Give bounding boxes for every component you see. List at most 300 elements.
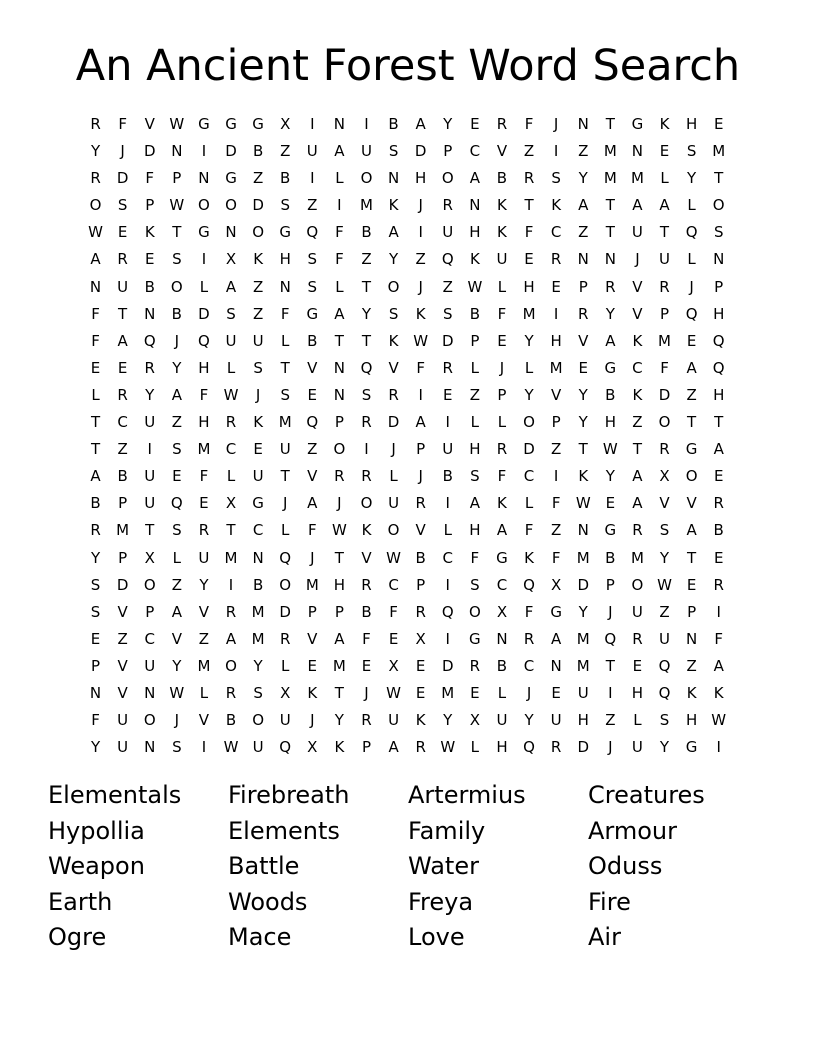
grid-letter: S [280,385,290,404]
grid-letter: R [334,467,345,486]
grid-letter: Q [604,629,617,648]
grid-letter: F [714,629,724,648]
grid-letter: U [631,738,643,757]
grid-letter: G [685,440,698,459]
grid-letter: F [145,169,155,188]
grid-letter: O [143,711,156,730]
word-bank-item: Ogre [48,923,107,951]
grid-letter: T [524,196,534,215]
grid-letter: J [553,115,559,133]
grid-letter: I [608,683,613,702]
grid-letter: L [281,521,290,540]
word-bank-column [408,778,588,956]
grid-letter: E [686,575,697,594]
word-bank-item: Woods [228,887,308,916]
grid-letter: M [522,304,536,323]
grid-letter: O [360,169,373,188]
grid-letter: T [172,223,182,242]
grid-letter: R [198,521,210,540]
grid-letter: K [253,413,264,432]
grid-letter: Y [90,738,101,757]
grid-row [82,490,742,517]
grid-letter: A [225,277,237,296]
grid-letter: E [713,548,724,567]
grid-row [82,436,742,463]
grid-letter: P [497,385,507,404]
grid-letter: G [496,548,508,567]
grid-letter: P [145,196,155,215]
grid-letter: T [118,304,128,323]
grid-letter: P [361,738,371,757]
grid-letter: U [252,467,264,486]
grid-letter: K [659,115,670,133]
grid-letter: T [280,358,290,377]
word-bank-item: Air [588,923,621,951]
grid-letter: I [553,142,559,161]
grid-letter: G [685,738,698,757]
grid-letter: F [199,385,209,404]
grid-letter: E [415,683,426,702]
grid-letter: E [497,331,507,350]
grid-letter: O [252,711,265,730]
grid-letter: H [550,331,562,350]
grid-letter: F [470,548,480,567]
grid-letter: L [91,385,100,404]
grid-letter: B [361,223,372,242]
grid-letter: D [414,142,427,161]
grid-letter: A [686,358,697,377]
grid-letter: O [170,277,183,296]
grid-letter: Z [632,413,643,432]
grid-row [82,274,742,301]
grid-letter: R [496,115,508,133]
grid-letter: B [252,575,264,594]
word-bank-item: Family [408,816,486,845]
grid-letter: E [659,142,670,161]
grid-letter: L [172,548,181,567]
grid-letter: E [551,683,561,702]
word-bank-item: Creatures [588,781,705,809]
grid-letter: E [253,440,263,459]
grid-letter: F [118,115,127,133]
grid-letter: J [310,711,315,730]
grid-letter: E [470,683,480,702]
grid-letter: R [659,440,670,459]
grid-letter: C [144,629,155,648]
grid-letter: D [116,169,129,188]
grid-letter: P [334,602,344,621]
grid-letter: J [174,331,180,350]
grid-letter: R [523,629,535,648]
grid-letter: F [416,358,425,377]
grid-letter: T [361,331,372,350]
grid-letter: M [441,683,455,702]
grid-letter: S [659,711,670,730]
grid-letter: F [524,602,534,621]
grid-letter: T [226,521,236,540]
grid-row [82,463,742,490]
grid-letter: K [307,683,318,702]
grid-letter: J [418,277,423,296]
grid-letter: S [253,683,263,702]
grid-letter: V [388,358,399,377]
grid-letter: U [144,656,156,675]
grid-letter: Q [658,656,671,675]
grid-letter: O [225,656,237,675]
grid-letter: J [608,738,613,757]
grid-letter: F [91,711,100,730]
grid-letter: M [251,629,265,648]
grid-letter: R [713,494,724,513]
grid-letter: R [632,629,643,648]
grid-letter: R [415,602,426,621]
grid-letter: D [225,142,237,161]
word-bank-item: Love [408,923,465,951]
grid-letter: W [386,548,401,567]
grid-letter: B [469,304,480,323]
grid-letter: O [441,169,454,188]
grid-letter: R [90,169,101,188]
grid-letter: S [90,602,101,621]
grid-letter: A [496,521,508,540]
grid-letter: Q [306,223,319,242]
grid-row [82,138,742,165]
grid-letter: P [334,413,344,432]
grid-letter: D [658,385,671,404]
grid-letter: Y [443,115,453,133]
grid-letter: C [550,223,562,242]
grid-letter: N [333,385,345,404]
grid-letter: J [282,494,288,513]
grid-letter: H [604,413,616,432]
grid-row [82,165,742,192]
grid-letter: E [172,467,182,486]
grid-letter: T [714,413,724,432]
grid-letter: G [198,115,210,133]
grid-letter: Z [280,142,291,161]
grid-letter: Y [605,467,615,486]
grid-letter: S [280,196,290,215]
grid-letter: R [605,277,616,296]
grid-letter: B [496,656,508,675]
grid-letter: U [144,467,156,486]
grid-letter: W [440,738,456,757]
grid-letter: D [116,575,129,594]
grid-letter: Z [469,385,480,404]
grid-letter: T [605,115,615,133]
grid-letter: T [280,467,290,486]
grid-letter: H [496,738,508,757]
grid-letter: O [712,196,725,215]
page-title: An Ancient Forest Word Search [75,41,741,91]
grid-row [82,192,742,219]
grid-letter: V [307,629,318,648]
grid-letter: Y [199,575,209,594]
grid-letter: O [685,467,698,486]
grid-letter: P [91,656,101,675]
grid-letter: U [117,711,129,730]
grid-letter: S [90,575,101,594]
grid-letter: R [469,656,481,675]
grid-letter: R [442,358,453,377]
grid-letter: E [144,250,155,269]
word-bank-item: Battle [228,852,300,880]
grid-letter: J [174,711,180,730]
grid-letter: L [687,250,696,269]
grid-letter: Y [524,711,534,730]
grid-letter: U [388,711,400,730]
word-bank-item: Oduss [588,852,663,880]
grid-letter: U [252,738,264,757]
grid-letter: U [659,250,670,269]
grid-letter: V [686,494,697,513]
grid-letter: L [281,331,290,350]
grid-letter: L [226,358,236,377]
grid-letter: I [147,440,152,459]
word-bank-item: Earth [48,887,113,916]
grid-letter: E [578,358,588,377]
grid-letter: Q [685,304,698,323]
grid-letter: M [278,413,292,432]
grid-letter: Z [578,223,589,242]
grid-letter: A [388,738,399,757]
grid-letter: U [117,738,129,757]
grid-letter: Y [578,602,588,621]
grid-letter: H [685,711,698,730]
word-bank-column [228,778,408,956]
grid-letter: T [687,413,697,432]
grid-letter: V [117,683,128,702]
grid-letter: P [416,440,426,459]
grid-letter: I [201,142,207,161]
grid-letter: W [169,683,185,702]
grid-letter: A [713,656,724,675]
grid-row [82,707,742,734]
grid-letter: Z [361,250,372,269]
grid-letter: Y [659,738,670,757]
grid-letter: A [171,385,182,404]
grid-letter: S [172,250,182,269]
grid-letter: L [199,277,209,296]
grid-letter: F [280,304,290,323]
grid-letter: D [198,304,210,323]
grid-letter: N [144,683,156,702]
grid-letter: S [307,250,318,269]
grid-letter: O [523,413,535,432]
grid-letter: K [632,331,643,350]
grid-letter: Q [170,494,183,513]
grid-letter: M [603,142,617,161]
grid-letter: Y [524,385,534,404]
grid-letter: X [144,548,155,567]
grid-letter: N [577,521,589,540]
grid-letter: C [523,467,535,486]
grid-letter: R [225,413,237,432]
grid-letter: A [551,629,562,648]
grid-letter: A [334,629,345,648]
grid-letter: A [713,440,724,459]
grid-letter: I [445,575,450,594]
grid-letter: O [252,223,265,242]
grid-letter: B [252,142,264,161]
grid-letter: E [470,115,480,133]
grid-letter: V [578,331,589,350]
grid-letter: L [335,277,344,296]
grid-letter: Y [524,331,534,350]
grid-letter: D [441,331,454,350]
grid-letter: R [225,602,237,621]
grid-letter: Z [171,575,182,594]
grid-letter: Q [143,331,156,350]
grid-letter: I [364,115,369,133]
grid-letter: I [445,413,450,432]
word-bank-item: Mace [228,923,292,951]
grid-letter: S [659,521,670,540]
grid-letter: S [388,142,399,161]
grid-letter: R [279,629,291,648]
grid-letter: A [578,196,589,215]
grid-letter: P [172,169,182,188]
grid-letter: K [578,467,589,486]
grid-letter: B [307,331,318,350]
grid-letter: I [228,575,234,594]
grid-letter: W [223,738,239,757]
grid-row [82,653,742,680]
grid-letter: A [415,413,426,432]
grid-letter: V [144,115,155,133]
grid-letter: R [415,738,426,757]
grid-letter: A [469,169,480,188]
grid-letter: Y [659,548,670,567]
grid-letter: R [361,711,372,730]
grid-letter: R [361,575,372,594]
word-bank-item: Fire [588,887,631,916]
grid-row [82,111,742,138]
grid-letter: U [388,494,400,513]
grid-letter: T [334,548,344,567]
grid-letter: K [686,683,697,702]
grid-letter: L [470,738,480,757]
grid-letter: L [497,277,507,296]
grid-letter: H [415,169,427,188]
grid-letter: T [578,440,588,459]
grid-letter: J [255,385,261,404]
grid-letter: P [443,142,453,161]
grid-letter: N [171,142,183,161]
grid-letter: E [713,115,724,133]
grid-letter: N [198,169,210,188]
grid-letter: O [225,196,237,215]
grid-letter: N [279,277,291,296]
grid-letter: I [418,385,423,404]
grid-letter: M [630,169,644,188]
grid-letter: W [602,440,618,459]
grid-letter: I [310,169,315,188]
grid-letter: S [470,575,480,594]
grid-letter: C [496,575,508,594]
grid-letter: G [604,521,617,540]
grid-letter: Z [523,142,535,161]
grid-letter: E [524,250,534,269]
grid-letter: M [576,629,590,648]
grid-letter: P [687,602,697,621]
grid-letter: T [334,683,344,702]
grid-letter: R [496,440,508,459]
grid-letter: B [713,521,724,540]
grid-row [82,572,742,599]
grid-letter: L [497,413,507,432]
grid-letter: Z [442,277,453,296]
grid-letter: E [551,277,561,296]
grid-row [82,599,742,626]
grid-letter: F [524,223,534,242]
grid-letter: K [388,196,399,215]
grid-letter: W [413,331,429,350]
grid-letter: F [91,304,100,323]
grid-letter: O [333,440,346,459]
grid-letter: X [496,602,508,621]
grid-letter: R [90,115,101,133]
grid-letter: U [360,142,372,161]
word-bank-item: Hypollia [48,816,145,845]
grid-letter: D [143,142,156,161]
grid-letter: B [361,602,372,621]
grid-letter: M [224,548,238,567]
grid-letter: Y [443,711,453,730]
grid-letter: T [659,223,670,242]
grid-letter: Q [523,738,535,757]
word-bank-item: Freya [408,887,474,916]
grid-letter: E [443,385,453,404]
grid-letter: T [714,169,724,188]
grid-letter: C [523,656,535,675]
grid-letter: Q [685,223,698,242]
grid-letter: F [524,115,534,133]
grid-letter: X [659,467,670,486]
grid-letter: R [117,250,128,269]
grid-letter: E [90,629,101,648]
grid-letter: C [252,521,264,540]
grid-letter: Y [578,413,588,432]
grid-letter: E [713,467,724,486]
grid-letter: B [605,385,616,404]
grid-letter: P [307,602,317,621]
grid-letter: L [687,196,696,215]
grid-letter: F [335,250,344,269]
grid-letter: I [337,196,342,215]
grid-letter: M [197,656,211,675]
grid-letter: R [713,575,724,594]
grid-letter: I [445,494,450,513]
grid-letter: U [279,711,291,730]
grid-letter: U [577,683,589,702]
grid-letter: L [443,521,452,540]
grid-letter: J [418,467,423,486]
grid-letter: T [687,548,697,567]
grid-row [82,328,742,355]
grid-letter: B [442,467,453,486]
grid-letter: B [90,494,101,513]
grid-letter: U [279,440,291,459]
grid-letter: R [90,521,101,540]
grid-letter: Z [307,440,318,459]
grid-letter: N [604,250,616,269]
grid-row [82,246,742,273]
grid-letter: T [632,440,642,459]
grid-letter: V [632,277,643,296]
grid-letter: R [550,738,562,757]
grid-letter: H [333,575,346,594]
